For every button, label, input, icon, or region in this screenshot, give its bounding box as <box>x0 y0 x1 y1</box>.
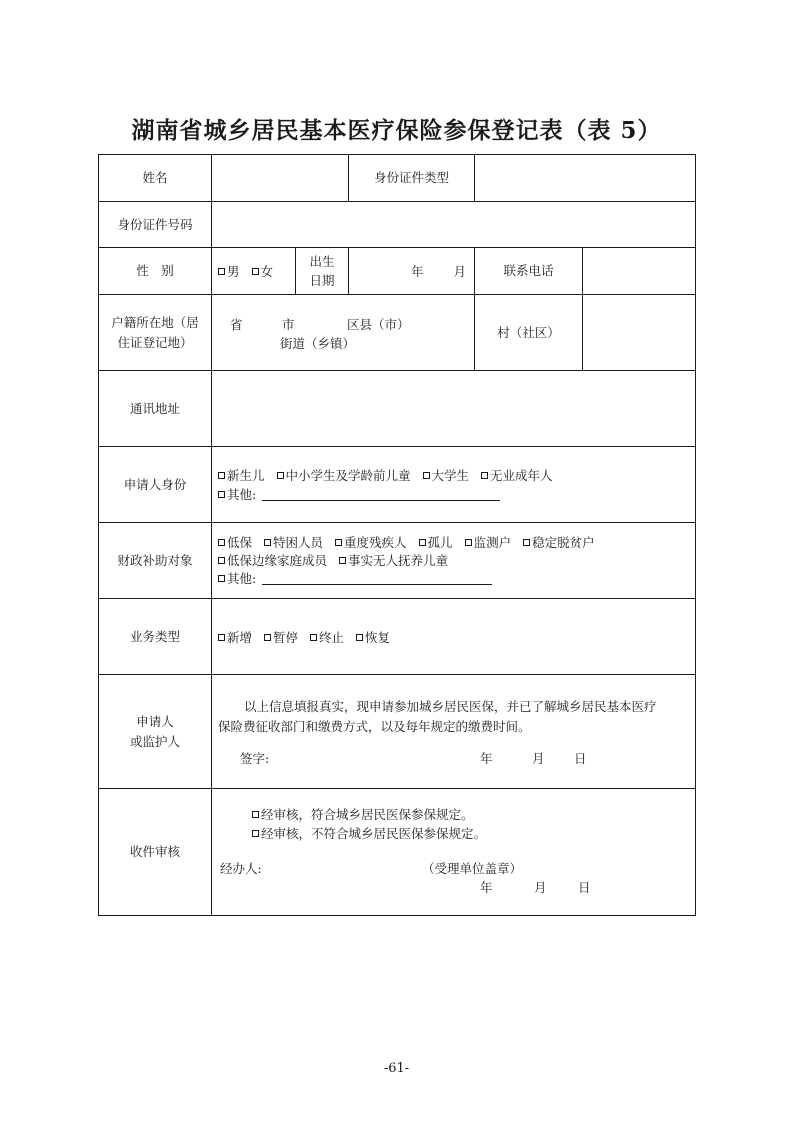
handler-field[interactable] <box>274 856 414 876</box>
review-cell <box>212 789 696 916</box>
subsidy-option-label: 事实无人抚养儿童 <box>348 552 449 568</box>
gender-option-female[interactable] <box>252 262 274 280</box>
identity-option-label: 无业成年人 <box>490 467 553 483</box>
row-business-type <box>99 599 696 675</box>
review-year-label: 年 <box>480 880 493 895</box>
identity-option[interactable] <box>277 466 411 485</box>
address-label: 通讯地址 <box>99 371 212 447</box>
business-option-label: 恢复 <box>365 629 391 645</box>
sign-month-label: 月 <box>532 751 545 766</box>
sign-label: 签字: <box>240 751 270 766</box>
declaration-cell <box>212 675 696 789</box>
checkbox-icon <box>356 634 363 641</box>
business-type-label: 业务类型 <box>99 599 212 675</box>
review-option-reject[interactable] <box>252 824 486 843</box>
gender-option-label: 男 <box>227 264 240 279</box>
identity-option-label: 中小学生及学龄前儿童 <box>285 467 411 483</box>
phone-field[interactable] <box>583 248 696 295</box>
review-option-label: 经审核，符合城乡居民医保参保规定。 <box>261 807 474 822</box>
subsidy-option-label: 监测户 <box>473 534 512 550</box>
subsidy-option[interactable] <box>264 534 323 552</box>
sign-day-label: 日 <box>574 751 587 766</box>
checkbox-icon <box>264 539 271 546</box>
subsidy-option[interactable] <box>339 552 448 570</box>
household-label <box>99 295 212 371</box>
id-type-label: 身份证件类型 <box>349 155 475 202</box>
checkbox-icon <box>419 539 426 546</box>
form-title: 湖南省城乡居民基本医疗保险参保登记表（表 5） <box>131 117 662 144</box>
checkbox-icon <box>335 539 342 546</box>
business-type-options <box>212 599 696 675</box>
checkbox-icon <box>218 539 225 546</box>
business-option[interactable] <box>310 628 344 646</box>
subsidy-option[interactable] <box>335 534 407 552</box>
applicant-identity-options <box>212 447 696 523</box>
phone-label: 联系电话 <box>475 248 583 295</box>
name-label: 姓名 <box>99 155 212 202</box>
identity-option[interactable] <box>481 466 553 485</box>
subsidy-option[interactable] <box>465 534 512 552</box>
row-id-number <box>99 202 696 248</box>
applicant-label-line1: 申请人 <box>136 714 174 730</box>
applicant-identity-label: 申请人身份 <box>99 447 212 523</box>
subsidy-option[interactable] <box>218 552 327 570</box>
signature-field[interactable] <box>328 746 468 766</box>
city-label: 市 <box>282 316 295 332</box>
checkbox-icon <box>523 539 530 546</box>
name-field[interactable] <box>212 155 349 202</box>
checkbox-icon <box>277 472 284 479</box>
seal-label: （受理单位盖章） <box>422 861 523 876</box>
id-type-field[interactable] <box>475 155 696 202</box>
subsidy-option[interactable] <box>419 534 453 552</box>
business-option-label: 新增 <box>227 629 253 645</box>
other-fill-line <box>262 500 500 501</box>
gender-options <box>212 248 296 295</box>
business-option[interactable] <box>356 628 390 646</box>
gender-option-label: 女 <box>260 264 274 279</box>
declaration-line2: 保险费征收部门和缴费方式，以及每年规定的缴费时间。 <box>218 719 531 734</box>
registration-form-table <box>98 154 696 916</box>
row-applicant <box>99 675 696 789</box>
review-option-approve[interactable] <box>252 805 486 824</box>
review-month-label: 月 <box>534 880 547 895</box>
sign-year-label: 年 <box>480 751 493 766</box>
declaration-text <box>218 697 696 737</box>
checkbox-icon <box>252 811 259 818</box>
checkbox-icon <box>218 491 225 498</box>
gender-option-male[interactable] <box>218 262 240 280</box>
subsidy-option-label: 特困人员 <box>273 534 324 550</box>
id-number-label: 身份证件号码 <box>99 202 212 248</box>
business-option-label: 暂停 <box>273 629 299 645</box>
row-household <box>99 295 696 371</box>
subsidy-label: 财政补助对象 <box>99 523 212 599</box>
address-field[interactable] <box>212 371 696 447</box>
checkbox-icon <box>218 268 225 275</box>
subsidy-option-label: 重度残疾人 <box>344 534 407 550</box>
other-label: 其他: <box>227 570 257 586</box>
village-label: 村（社区） <box>475 295 583 371</box>
id-number-field[interactable] <box>212 202 696 248</box>
birth-label-line1: 出生 <box>309 253 335 269</box>
household-label-line2: 住证登记地） <box>117 334 193 350</box>
checkbox-icon <box>218 575 225 582</box>
household-label-line1: 户籍所在地（居 <box>111 315 199 331</box>
row-review <box>99 789 696 916</box>
identity-option-label: 大学生 <box>431 467 470 483</box>
identity-option[interactable] <box>218 466 265 485</box>
review-label: 收件审核 <box>99 789 212 916</box>
subsidy-option-label: 稳定脱贫户 <box>532 534 595 550</box>
checkbox-icon <box>218 472 225 479</box>
checkbox-icon <box>264 634 271 641</box>
other-fill-line <box>262 584 492 585</box>
checkbox-icon <box>310 634 317 641</box>
subsidy-other[interactable] <box>218 570 695 588</box>
birth-year-label: 年 <box>410 264 424 279</box>
review-option-label: 经审核，不符合城乡居民医保参保规定。 <box>261 826 487 841</box>
page-number: -61- <box>383 1061 410 1076</box>
household-address-field[interactable] <box>212 295 475 371</box>
village-field[interactable] <box>583 295 696 371</box>
checkbox-icon <box>481 472 488 479</box>
review-day-label: 日 <box>578 880 591 895</box>
row-applicant-identity <box>99 447 696 523</box>
subsidy-option-label: 低保 <box>227 534 253 550</box>
checkbox-icon <box>339 557 346 564</box>
birth-label <box>296 248 349 295</box>
birth-month-label: 月 <box>453 264 466 279</box>
subsidy-option[interactable] <box>523 534 595 552</box>
business-option-label: 终止 <box>319 629 345 645</box>
declaration-line1: 以上信息填报真实，现申请参加城乡居民医保，并已了解城乡居民基本医疗 <box>244 699 657 714</box>
row-address <box>99 371 696 447</box>
subsidy-option-label: 低保边缘家庭成员 <box>227 552 328 568</box>
applicant-label-line2: 或监护人 <box>129 733 180 749</box>
row-gender <box>99 248 696 295</box>
handler-label: 经办人: <box>220 861 262 876</box>
other-label: 其他: <box>227 486 257 502</box>
applicant-label <box>99 675 212 789</box>
subsidy-option-label: 孤儿 <box>427 534 453 550</box>
checkbox-icon <box>252 268 259 275</box>
checkbox-icon <box>218 634 225 641</box>
district-label: 区县（市） <box>347 316 410 332</box>
checkbox-icon <box>465 539 472 546</box>
checkbox-icon <box>252 830 259 837</box>
checkbox-icon <box>218 557 225 564</box>
checkbox-icon <box>423 472 430 479</box>
identity-option-label: 新生儿 <box>227 467 265 483</box>
subsidy-options <box>212 523 696 599</box>
birth-date-field[interactable] <box>349 248 475 295</box>
birth-label-line2: 日期 <box>309 273 335 288</box>
identity-option[interactable] <box>423 466 470 485</box>
business-option[interactable] <box>218 628 252 646</box>
row-name <box>99 155 696 202</box>
street-label: 街道（乡镇） <box>280 335 356 351</box>
subsidy-option[interactable] <box>218 534 252 552</box>
province-label: 省 <box>230 316 243 332</box>
row-subsidy <box>99 523 696 599</box>
business-option[interactable] <box>264 628 298 646</box>
review-options <box>252 805 486 843</box>
identity-other[interactable] <box>218 485 695 504</box>
gender-label: 性 别 <box>99 248 212 295</box>
